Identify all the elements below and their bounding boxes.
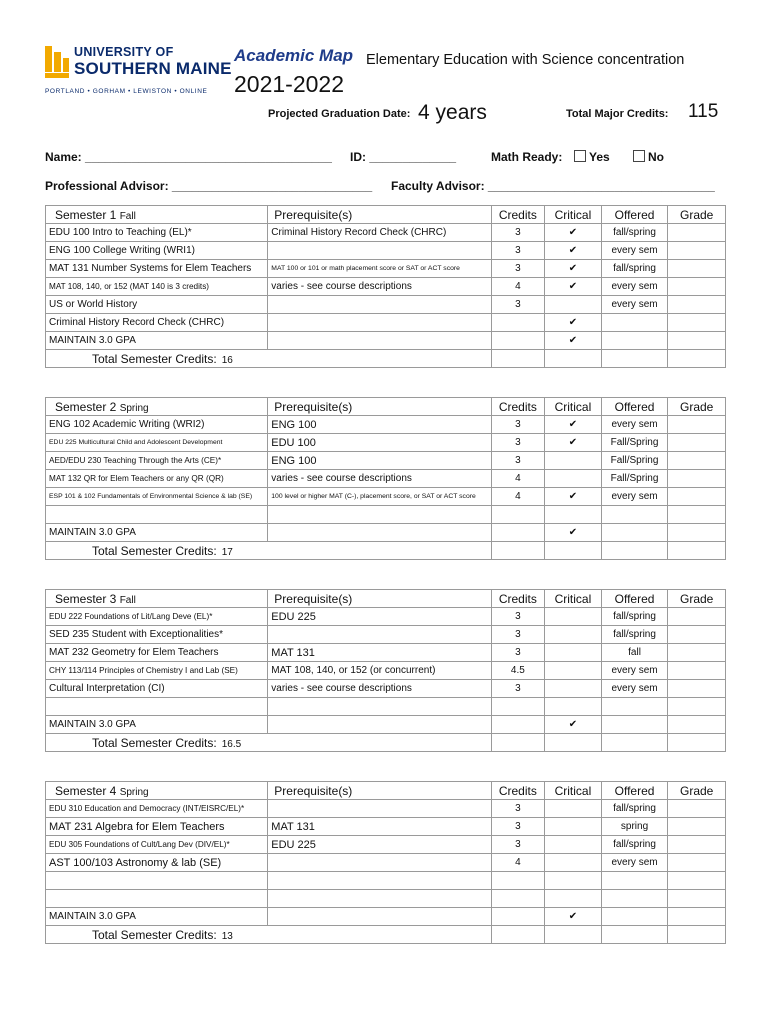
column-header-offered: Offered xyxy=(601,206,668,224)
course-credits: 3 xyxy=(491,626,545,644)
course-grade[interactable] xyxy=(668,488,726,506)
course-critical xyxy=(545,626,602,644)
course-critical: ✔ xyxy=(545,524,602,542)
course-row xyxy=(46,836,726,854)
course-offered: every sem xyxy=(601,296,668,314)
course-row xyxy=(46,434,726,452)
column-header-credits: Credits xyxy=(491,782,545,800)
course-credits: 3 xyxy=(491,296,545,314)
course-name: ESP 101 & 102 Fundamentals of Environmental Science & lab (SE) xyxy=(46,488,268,506)
course-grade[interactable] xyxy=(668,434,726,452)
course-row xyxy=(46,332,726,350)
course-grade[interactable] xyxy=(668,890,726,908)
column-header-credits: Credits xyxy=(491,206,545,224)
course-name: ENG 100 College Writing (WRI1) xyxy=(46,242,268,260)
course-offered: fall xyxy=(601,644,668,662)
column-header-offered: Offered xyxy=(601,398,668,416)
course-grade[interactable] xyxy=(668,626,726,644)
course-grade[interactable] xyxy=(668,818,726,836)
table-header-row xyxy=(46,398,726,416)
course-offered: fall/spring xyxy=(601,626,668,644)
total-row-cell xyxy=(601,926,668,944)
course-row xyxy=(46,680,726,698)
course-credits xyxy=(491,506,545,524)
column-header-prereq: Prerequisite(s) xyxy=(268,398,491,416)
total-row-cell xyxy=(545,542,602,560)
column-header-offered: Offered xyxy=(601,590,668,608)
logo-campuses: PORTLAND • GORHAM • LEWISTON • ONLINE xyxy=(45,88,208,95)
table-header-row xyxy=(46,782,726,800)
course-row xyxy=(46,242,726,260)
course-credits xyxy=(491,716,545,734)
semester-name: Semester 3 xyxy=(55,591,120,606)
course-offered xyxy=(601,698,668,716)
course-critical: ✔ xyxy=(545,908,602,926)
course-critical: ✔ xyxy=(545,332,602,350)
math-ready-no[interactable] xyxy=(633,150,664,164)
semester-title xyxy=(46,590,268,608)
total-row xyxy=(46,350,726,368)
course-row xyxy=(46,524,726,542)
course-credits: 4 xyxy=(491,488,545,506)
course-grade[interactable] xyxy=(668,296,726,314)
course-row xyxy=(46,314,726,332)
total-semester-credits xyxy=(46,926,492,944)
course-offered: every sem xyxy=(601,242,668,260)
course-name: MAINTAIN 3.0 GPA xyxy=(46,332,268,350)
column-header-offered: Offered xyxy=(601,782,668,800)
course-name: Cultural Interpretation (CI) xyxy=(46,680,268,698)
total-row-cell xyxy=(668,734,726,752)
course-offered xyxy=(601,872,668,890)
course-row xyxy=(46,644,726,662)
course-row xyxy=(46,296,726,314)
course-offered: spring xyxy=(601,818,668,836)
course-offered: every sem xyxy=(601,278,668,296)
course-row xyxy=(46,854,726,872)
course-row xyxy=(46,698,726,716)
course-name: MAT 108, 140, or 152 (MAT 140 is 3 credits) xyxy=(46,278,268,296)
course-critical: ✔ xyxy=(545,716,602,734)
graduation-date-label: Projected Graduation Date: xyxy=(268,108,411,120)
course-prerequisite xyxy=(268,626,491,644)
course-row xyxy=(46,608,726,626)
course-critical: ✔ xyxy=(545,260,602,278)
semester-name: Semester 4 xyxy=(55,783,120,798)
course-grade[interactable] xyxy=(668,662,726,680)
course-prerequisite: Criminal History Record Check (CHRC) xyxy=(268,224,491,242)
course-credits: 4 xyxy=(491,854,545,872)
course-critical xyxy=(545,854,602,872)
course-credits: 4 xyxy=(491,470,545,488)
column-header-grade: Grade xyxy=(668,206,726,224)
total-row-cell xyxy=(491,926,545,944)
course-prerequisite xyxy=(268,800,491,818)
course-name: MAINTAIN 3.0 GPA xyxy=(46,716,268,734)
course-row xyxy=(46,908,726,926)
course-offered xyxy=(601,524,668,542)
course-name xyxy=(46,698,268,716)
course-credits xyxy=(491,332,545,350)
logo-southern-maine: SOUTHERN MAINE xyxy=(74,59,232,78)
course-critical xyxy=(545,698,602,716)
course-grade[interactable] xyxy=(668,872,726,890)
course-name: AST 100/103 Astronomy & lab (SE) xyxy=(46,854,268,872)
course-row xyxy=(46,890,726,908)
academic-map-title: Academic Map xyxy=(234,46,354,65)
column-header-critical: Critical xyxy=(545,206,602,224)
column-header-credits: Credits xyxy=(491,398,545,416)
course-prerequisite xyxy=(268,890,491,908)
course-grade[interactable] xyxy=(668,608,726,626)
course-prerequisite: MAT 131 xyxy=(268,644,491,662)
course-grade[interactable] xyxy=(668,332,726,350)
total-row-cell xyxy=(491,542,545,560)
course-prerequisite xyxy=(268,908,491,926)
total-credits-value: 17 xyxy=(221,546,233,558)
course-credits xyxy=(491,890,545,908)
course-credits: 3 xyxy=(491,800,545,818)
course-critical: ✔ xyxy=(545,416,602,434)
course-offered xyxy=(601,332,668,350)
course-grade[interactable] xyxy=(668,470,726,488)
course-grade[interactable] xyxy=(668,698,726,716)
course-name: EDU 225 Multicultural Child and Adolescent Development xyxy=(46,434,268,452)
course-offered: fall/spring xyxy=(601,836,668,854)
semester-table xyxy=(45,205,726,368)
column-header-critical: Critical xyxy=(545,398,602,416)
course-credits: 3 xyxy=(491,260,545,278)
semester-title xyxy=(46,398,268,416)
course-prerequisite: varies - see course descriptions xyxy=(268,470,491,488)
graduation-date-value: 4 years xyxy=(418,101,487,124)
course-credits: 3 xyxy=(491,224,545,242)
course-prerequisite xyxy=(268,296,491,314)
semester-term: Fall xyxy=(119,210,136,222)
course-critical: ✔ xyxy=(545,434,602,452)
course-row xyxy=(46,800,726,818)
course-name: MAINTAIN 3.0 GPA xyxy=(46,524,268,542)
course-prerequisite: ENG 100 xyxy=(268,416,491,434)
semester-term: Spring xyxy=(119,786,149,798)
math-ready-yes[interactable] xyxy=(574,150,610,164)
course-credits xyxy=(491,908,545,926)
course-grade[interactable] xyxy=(668,278,726,296)
course-offered: every sem xyxy=(601,680,668,698)
total-semester-credits xyxy=(46,350,492,368)
no-checkbox[interactable] xyxy=(633,150,645,162)
course-offered: every sem xyxy=(601,488,668,506)
course-offered: Fall/Spring xyxy=(601,452,668,470)
course-row xyxy=(46,872,726,890)
course-name: Criminal History Record Check (CHRC) xyxy=(46,314,268,332)
course-prerequisite: 100 level or higher MAT (C-), placement score, or SAT or ACT score xyxy=(268,488,491,506)
course-credits: 3 xyxy=(491,608,545,626)
table-header-row xyxy=(46,590,726,608)
course-grade[interactable] xyxy=(668,452,726,470)
total-row-cell xyxy=(491,734,545,752)
semester-term: Spring xyxy=(119,402,149,414)
course-credits: 3 xyxy=(491,242,545,260)
course-grade[interactable] xyxy=(668,716,726,734)
course-offered: Fall/Spring xyxy=(601,470,668,488)
name-field[interactable]: Name: _____________________________________ xyxy=(45,150,332,164)
course-name: MAT 132 QR for Elem Teachers or any QR (QR) xyxy=(46,470,268,488)
course-credits: 3 xyxy=(491,818,545,836)
course-credits: 3 xyxy=(491,680,545,698)
course-name: EDU 100 Intro to Teaching (EL)* xyxy=(46,224,268,242)
course-offered: fall/spring xyxy=(601,224,668,242)
course-prerequisite: MAT 131 xyxy=(268,818,491,836)
total-credits-value: 16 xyxy=(221,354,233,366)
course-row xyxy=(46,626,726,644)
course-name: MAT 231 Algebra for Elem Teachers xyxy=(46,818,268,836)
course-name: ENG 102 Academic Writing (WRI2) xyxy=(46,416,268,434)
total-credits-label: Total Major Credits: xyxy=(566,108,669,120)
math-ready-label: Math Ready: xyxy=(491,150,563,164)
course-grade[interactable] xyxy=(668,416,726,434)
course-critical: ✔ xyxy=(545,224,602,242)
course-critical xyxy=(545,680,602,698)
course-row xyxy=(46,716,726,734)
course-prerequisite xyxy=(268,506,491,524)
semester-name: Semester 2 xyxy=(55,399,120,414)
course-credits xyxy=(491,872,545,890)
course-critical xyxy=(545,506,602,524)
course-critical xyxy=(545,452,602,470)
course-grade[interactable] xyxy=(668,908,726,926)
academic-year: 2021-2022 xyxy=(234,71,344,97)
course-critical: ✔ xyxy=(545,242,602,260)
total-credits-label: Total Semester Credits: xyxy=(92,543,217,558)
professional-advisor-field[interactable]: Professional Advisor: ______________________________ xyxy=(45,179,373,193)
course-row xyxy=(46,506,726,524)
course-credits: 3 xyxy=(491,416,545,434)
column-header-prereq: Prerequisite(s) xyxy=(268,782,491,800)
course-prerequisite xyxy=(268,314,491,332)
course-row xyxy=(46,452,726,470)
course-grade[interactable] xyxy=(668,524,726,542)
course-critical xyxy=(545,644,602,662)
course-prerequisite: varies - see course descriptions xyxy=(268,680,491,698)
course-offered: every sem xyxy=(601,662,668,680)
course-critical xyxy=(545,608,602,626)
total-row-cell xyxy=(601,350,668,368)
course-row xyxy=(46,416,726,434)
faculty-advisor-field[interactable]: Faculty Advisor: __________________________________ xyxy=(391,179,715,193)
total-credits-label: Total Semester Credits: xyxy=(92,735,217,750)
course-name: EDU 305 Foundations of Cult/Lang Dev (DIV/EL)* xyxy=(46,836,268,854)
column-header-grade: Grade xyxy=(668,782,726,800)
course-critical xyxy=(545,836,602,854)
course-critical: ✔ xyxy=(545,278,602,296)
course-prerequisite: EDU 225 xyxy=(268,836,491,854)
usm-logo-icon xyxy=(45,46,69,78)
course-name xyxy=(46,890,268,908)
course-credits: 3 xyxy=(491,452,545,470)
course-offered xyxy=(601,890,668,908)
course-prerequisite: EDU 100 xyxy=(268,434,491,452)
total-row-cell xyxy=(491,350,545,368)
course-row xyxy=(46,488,726,506)
course-critical xyxy=(545,662,602,680)
course-name: MAT 232 Geometry for Elem Teachers xyxy=(46,644,268,662)
course-grade[interactable] xyxy=(668,644,726,662)
yes-label: Yes xyxy=(589,150,610,164)
course-credits xyxy=(491,698,545,716)
course-name: AED/EDU 230 Teaching Through the Arts (CE)* xyxy=(46,452,268,470)
course-grade[interactable] xyxy=(668,836,726,854)
course-credits: 3 xyxy=(491,434,545,452)
column-header-prereq: Prerequisite(s) xyxy=(268,206,491,224)
course-row xyxy=(46,818,726,836)
course-name: SED 235 Student with Exceptionalities* xyxy=(46,626,268,644)
course-offered xyxy=(601,314,668,332)
course-name: US or World History xyxy=(46,296,268,314)
course-offered xyxy=(601,908,668,926)
total-row-cell xyxy=(545,734,602,752)
course-name: CHY 113/114 Principles of Chemistry I and Lab (SE) xyxy=(46,662,268,680)
total-credits-value: 13 xyxy=(221,930,233,942)
course-name xyxy=(46,506,268,524)
course-prerequisite xyxy=(268,332,491,350)
course-offered: fall/spring xyxy=(601,800,668,818)
course-prerequisite: varies - see course descriptions xyxy=(268,278,491,296)
course-offered xyxy=(601,716,668,734)
total-row-cell xyxy=(668,350,726,368)
semester-title xyxy=(46,782,268,800)
total-row xyxy=(46,542,726,560)
course-prerequisite xyxy=(268,242,491,260)
course-row xyxy=(46,224,726,242)
semester-table xyxy=(45,781,726,944)
course-grade[interactable] xyxy=(668,680,726,698)
course-prerequisite: ENG 100 xyxy=(268,452,491,470)
course-critical: ✔ xyxy=(545,488,602,506)
column-header-prereq: Prerequisite(s) xyxy=(268,590,491,608)
course-credits: 3 xyxy=(491,644,545,662)
total-row-cell xyxy=(668,926,726,944)
course-critical xyxy=(545,296,602,314)
total-credits-value: 115 xyxy=(688,101,719,122)
yes-checkbox[interactable] xyxy=(574,150,586,162)
total-row-cell xyxy=(601,542,668,560)
table-header-row xyxy=(46,206,726,224)
course-grade[interactable] xyxy=(668,224,726,242)
total-row xyxy=(46,734,726,752)
course-grade[interactable] xyxy=(668,260,726,278)
course-name: MAINTAIN 3.0 GPA xyxy=(46,908,268,926)
course-grade[interactable] xyxy=(668,242,726,260)
total-credits-label: Total Semester Credits: xyxy=(92,927,217,942)
course-prerequisite xyxy=(268,698,491,716)
total-credits-label: Total Semester Credits: xyxy=(92,351,217,366)
course-prerequisite: MAT 108, 140, or 152 (or concurrent) xyxy=(268,662,491,680)
course-offered: Fall/Spring xyxy=(601,434,668,452)
course-name xyxy=(46,872,268,890)
semester-table xyxy=(45,589,726,752)
course-name: MAT 131 Number Systems for Elem Teachers xyxy=(46,260,268,278)
column-header-critical: Critical xyxy=(545,590,602,608)
course-credits xyxy=(491,314,545,332)
id-field[interactable]: ID: _____________ xyxy=(350,150,457,164)
total-row-cell xyxy=(545,350,602,368)
total-row-cell xyxy=(668,542,726,560)
course-offered: fall/spring xyxy=(601,260,668,278)
course-prerequisite xyxy=(268,854,491,872)
course-critical xyxy=(545,470,602,488)
semester-table xyxy=(45,397,726,560)
course-credits: 4.5 xyxy=(491,662,545,680)
course-prerequisite xyxy=(268,524,491,542)
course-prerequisite: MAT 100 or 101 or math placement score or SAT or ACT score xyxy=(268,260,491,278)
course-critical xyxy=(545,800,602,818)
logo-university-of: UNIVERSITY OF xyxy=(74,45,174,59)
course-grade[interactable] xyxy=(668,314,726,332)
course-grade[interactable] xyxy=(668,506,726,524)
course-grade[interactable] xyxy=(668,854,726,872)
course-critical: ✔ xyxy=(545,314,602,332)
course-offered xyxy=(601,506,668,524)
course-credits: 4 xyxy=(491,278,545,296)
course-name: EDU 222 Foundations of Lit/Lang Deve (EL)* xyxy=(46,608,268,626)
course-prerequisite xyxy=(268,872,491,890)
course-credits: 3 xyxy=(491,836,545,854)
course-row xyxy=(46,260,726,278)
total-credits-value: 16.5 xyxy=(221,738,242,750)
total-row-cell xyxy=(601,734,668,752)
total-row-cell xyxy=(545,926,602,944)
column-header-credits: Credits xyxy=(491,590,545,608)
course-offered: every sem xyxy=(601,854,668,872)
course-row xyxy=(46,662,726,680)
total-semester-credits xyxy=(46,542,492,560)
course-offered: every sem xyxy=(601,416,668,434)
total-semester-credits xyxy=(46,734,492,752)
course-critical xyxy=(545,890,602,908)
course-prerequisite: EDU 225 xyxy=(268,608,491,626)
semester-title xyxy=(46,206,268,224)
course-critical xyxy=(545,872,602,890)
column-header-critical: Critical xyxy=(545,782,602,800)
column-header-grade: Grade xyxy=(668,398,726,416)
course-offered: fall/spring xyxy=(601,608,668,626)
course-critical xyxy=(545,818,602,836)
program-title: Elementary Education with Science concentration xyxy=(366,52,685,68)
course-prerequisite xyxy=(268,716,491,734)
total-row xyxy=(46,926,726,944)
semester-term: Fall xyxy=(119,594,136,606)
course-credits xyxy=(491,524,545,542)
course-name: EDU 310 Education and Democracy (INT/EISRC/EL)* xyxy=(46,800,268,818)
course-row xyxy=(46,278,726,296)
no-label: No xyxy=(648,150,664,164)
column-header-grade: Grade xyxy=(668,590,726,608)
course-grade[interactable] xyxy=(668,800,726,818)
semester-name: Semester 1 xyxy=(55,207,120,222)
course-row xyxy=(46,470,726,488)
